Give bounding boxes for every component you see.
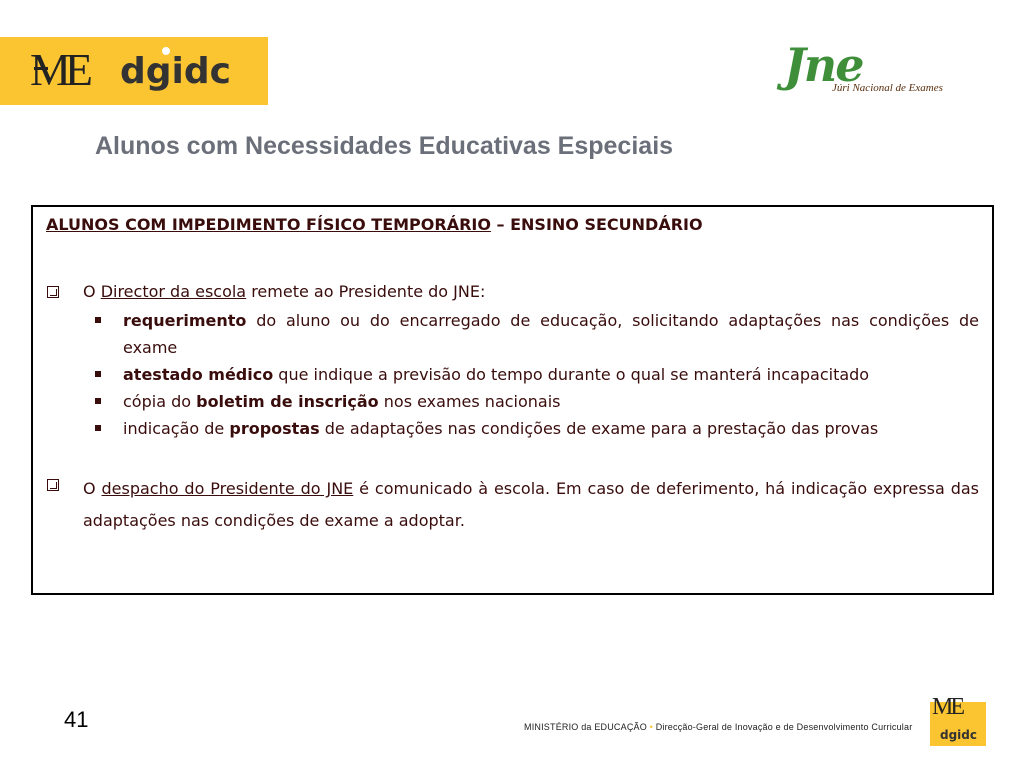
square-bullet-icon bbox=[95, 425, 101, 431]
director-da-escola-link: Director da escola bbox=[100, 282, 247, 301]
item-director-prefix: O bbox=[83, 282, 101, 301]
list-item-bold: atestado médico bbox=[123, 365, 274, 384]
list-item-bold: propostas bbox=[229, 419, 320, 438]
checkbox-bullet-icon bbox=[47, 286, 59, 298]
item-director-suffix: remete ao Presidente do JNE: bbox=[246, 282, 486, 301]
list-item-text: de adaptações nas condições de exame para a prestação das provas bbox=[319, 419, 879, 438]
dgidc-logo bbox=[0, 37, 268, 105]
me-logo-mark: ME bbox=[30, 44, 87, 95]
dgidc-logo-text: dgidc bbox=[120, 51, 231, 92]
list-item-pre: cópia do bbox=[123, 392, 197, 411]
square-bullet-icon bbox=[95, 398, 101, 404]
list-item-bold: boletim de inscrição bbox=[196, 392, 379, 411]
item-despacho-prefix: O bbox=[83, 479, 102, 498]
directorate-label: Direcção-Geral de Inovação e de Desenvolvimento Curricular bbox=[655, 722, 913, 732]
footer-logo-text: dgidc bbox=[940, 728, 977, 742]
jne-logo bbox=[780, 38, 960, 104]
slide-title: Alunos com Necessidades Educativas Especiais bbox=[95, 132, 674, 160]
heading-rest: – ENSINO SECUNDÁRIO bbox=[490, 215, 703, 234]
item-director bbox=[83, 282, 979, 301]
separator-dot: • bbox=[649, 722, 653, 732]
list-item-pre: indicação de bbox=[123, 419, 230, 438]
checkbox-bullet-icon bbox=[47, 479, 59, 491]
page-number: 41 bbox=[64, 707, 89, 732]
list-item bbox=[95, 415, 979, 442]
square-bullet-icon bbox=[95, 317, 101, 323]
box-heading bbox=[46, 215, 703, 234]
list-item-text: que indique a previsão do tempo durante o qual se manterá incapacitado bbox=[273, 365, 870, 384]
content-box bbox=[31, 205, 994, 595]
heading-underlined: ALUNOS COM IMPEDIMENTO FÍSICO TEMPORÁRIO bbox=[46, 215, 491, 234]
footer-dgidc-logo bbox=[930, 694, 986, 746]
list-item bbox=[95, 307, 979, 361]
subitems-list bbox=[95, 307, 979, 442]
jne-logo-subtitle: Júri Nacional de Exames bbox=[832, 82, 943, 94]
despacho-link: despacho do Presidente do JNE bbox=[101, 479, 354, 498]
item-despacho-suffix: é comunicado à escola. Em caso de deferimento, há indicação expressa das adaptações nas condições de exame a adoptar. bbox=[83, 479, 980, 530]
square-bullet-icon bbox=[95, 371, 101, 377]
ministry-label: MINISTÉRIO da EDUCAÇÃO bbox=[524, 722, 647, 732]
footer-me-mark: ME bbox=[932, 694, 962, 720]
footer-ministry-text bbox=[524, 722, 912, 732]
list-item bbox=[95, 388, 979, 415]
item-despacho bbox=[83, 473, 979, 537]
jne-logo-mark: Jne bbox=[784, 38, 863, 92]
list-item-text: nos exames nacionais bbox=[378, 392, 561, 411]
list-item-bold: requerimento bbox=[123, 311, 247, 330]
list-item-text: do aluno ou do encarregado de educação, solicitando adaptações nas condições de exame bbox=[123, 311, 979, 357]
list-item bbox=[95, 361, 979, 388]
